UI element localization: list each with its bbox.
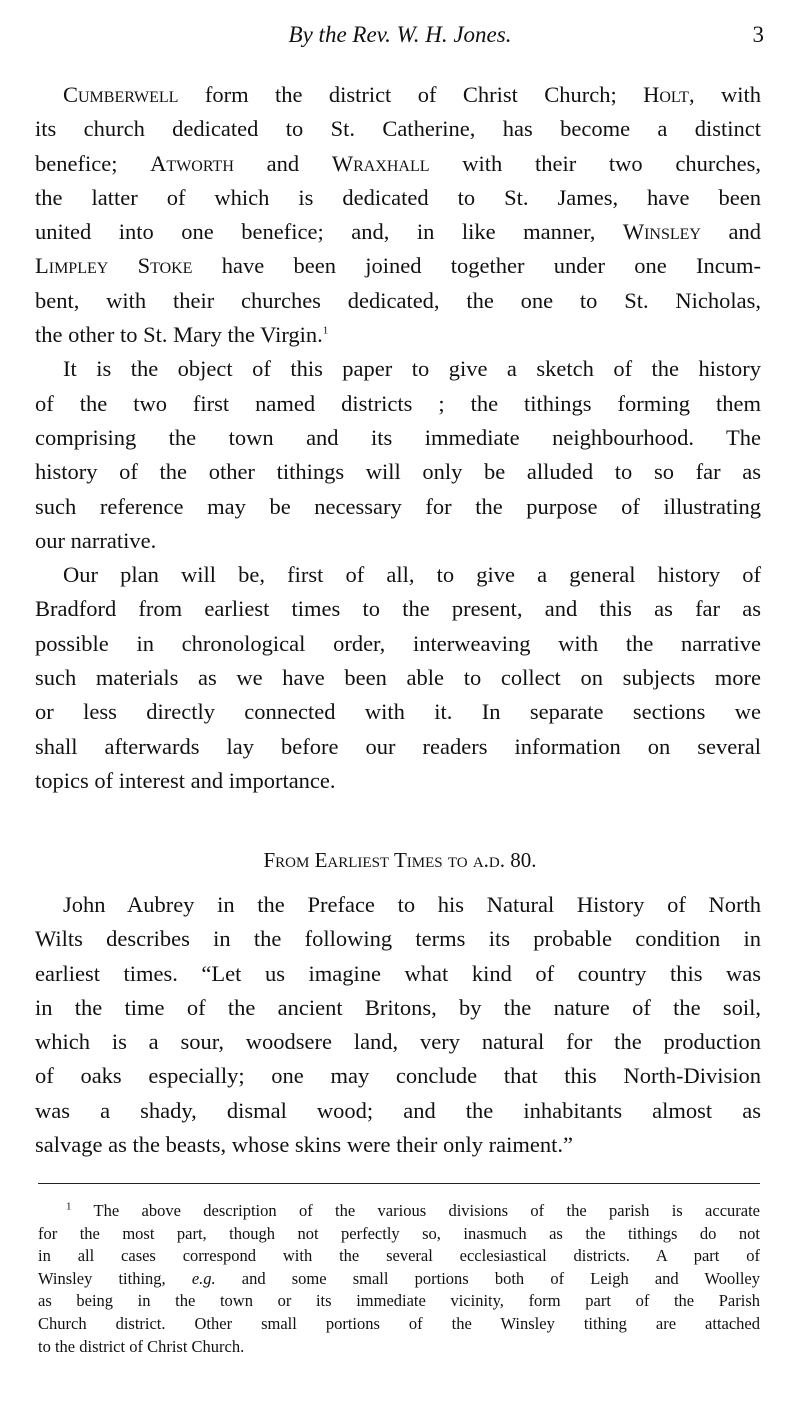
text-segment: salvage as the beasts, whose skins were their only raiment.” <box>35 1132 573 1158</box>
text-segment: such materials as we have been able to collect on subjects more <box>35 665 761 691</box>
text-line <box>35 421 761 455</box>
text-segment: e.g. <box>191 1268 216 1288</box>
text-line <box>35 592 761 626</box>
text-segment: Our plan will be, first of all, to give a general history of <box>63 562 761 588</box>
text-line <box>35 730 761 764</box>
paragraph <box>35 78 761 352</box>
text-segment: topics of interest and importance. <box>35 767 336 793</box>
text-line <box>38 1245 760 1268</box>
text-line <box>35 627 761 661</box>
text-line <box>38 1336 760 1359</box>
text-segment: to the district of Christ Church. <box>38 1336 245 1356</box>
text-line <box>35 455 761 489</box>
text-segment: Winsley tithing, <box>38 1268 192 1288</box>
text-segment: Limpley Stoke <box>35 253 193 279</box>
text-segment: possible in chronological order, interweaving with the narrative <box>35 630 761 656</box>
text-line <box>35 490 761 524</box>
text-segment: its church dedicated to St. Catherine, has become a distinct <box>35 116 761 142</box>
page-header <box>0 22 800 56</box>
text-segment: comprising the town and its immediate neighbourhood. The <box>35 424 761 450</box>
text-segment: benefice; <box>35 150 151 176</box>
text-line <box>35 1059 761 1093</box>
text-line <box>38 1200 760 1223</box>
footnote-marker: 1 <box>66 1200 72 1213</box>
text-segment: the other to St. Mary the Virgin. <box>35 322 323 348</box>
text-line <box>35 318 761 352</box>
text-line <box>35 661 761 695</box>
text-segment: form the district of Christ Church; <box>178 82 644 107</box>
text-line <box>35 957 761 991</box>
text-segment: as being in the town or its immediate vicinity, form part of the Parish <box>38 1291 760 1311</box>
text-segment: It is the object of this paper to give a sketch of the history <box>63 356 761 382</box>
footnote-marker: 1 <box>322 324 329 337</box>
text-line <box>35 558 761 592</box>
text-segment: shall afterwards lay before our readers information on several <box>35 733 761 759</box>
paragraph <box>35 888 761 1162</box>
section-heading: From Earliest Times to a.d. 80. <box>263 848 537 872</box>
text-segment: such reference may be necessary for the purpose of illustrating <box>35 493 761 519</box>
text-segment: Church district. Other small portions of the Winsley tithing are attached <box>38 1313 760 1333</box>
footnote <box>38 1200 760 1358</box>
text-segment: the latter of which is dedicated to St. James, have been <box>35 184 761 210</box>
text-line <box>35 181 761 215</box>
text-segment: history of the other tithings will only be alluded to so far as <box>35 459 761 485</box>
text-line <box>35 387 761 421</box>
text-segment: united into one benefice; and, in like manner, <box>35 219 623 245</box>
text-line <box>38 1313 760 1336</box>
text-line <box>35 249 761 283</box>
text-segment: with their two churches, <box>429 150 761 176</box>
text-segment: Wilts describes in the following terms its probable condition in <box>35 926 761 952</box>
text-segment: John Aubrey in the Preface to his Natural History of North <box>63 892 761 917</box>
text-segment: and <box>233 150 332 176</box>
text-segment: The above description of the various divisions of the parish is accurate <box>71 1201 760 1220</box>
text-line <box>35 112 761 146</box>
text-segment: our narrative. <box>35 527 157 553</box>
text-line <box>38 1290 760 1313</box>
text-line <box>35 78 761 112</box>
text-segment: Wraxhall <box>331 150 430 176</box>
text-segment: , with <box>688 82 761 107</box>
text-line <box>35 922 761 956</box>
text-line <box>35 764 761 798</box>
text-line <box>38 1268 760 1291</box>
text-segment: earliest times. “Let us imagine what kind of country this was <box>35 960 761 986</box>
text-segment: Winsley <box>622 219 701 245</box>
text-line <box>35 147 761 181</box>
text-segment: Holt <box>643 82 689 107</box>
text-segment: of the two first named districts ; the tithings forming them <box>35 390 761 416</box>
text-line <box>35 695 761 729</box>
footnote-divider <box>38 1183 760 1184</box>
text-segment: and <box>700 219 761 245</box>
paragraph <box>35 558 761 798</box>
text-line <box>35 215 761 249</box>
text-line <box>35 1094 761 1128</box>
text-line <box>35 1025 761 1059</box>
text-segment: bent, with their churches dedicated, the one to St. Nicholas, <box>35 287 761 313</box>
body-text-bottom <box>35 888 761 1162</box>
text-segment: Cumberwell <box>63 82 179 107</box>
text-segment: in the time of the ancient Britons, by the nature of the soil, <box>35 994 761 1020</box>
text-segment: have been joined together under one Incum- <box>192 253 762 279</box>
text-segment: Atworth <box>150 150 234 176</box>
text-line <box>35 284 761 318</box>
text-segment: which is a sour, woodsere land, very natural for the production <box>35 1029 761 1055</box>
text-line <box>38 1223 760 1246</box>
page-number: 3 <box>752 22 764 47</box>
text-segment: of oaks especially; one may conclude that this North-Division <box>35 1063 761 1089</box>
text-segment: in all cases correspond with the several ecclesiastical districts. A part of <box>38 1246 760 1266</box>
text-line <box>35 524 761 558</box>
text-segment: Bradford from earliest times to the present, and this as far as <box>35 596 761 622</box>
text-line <box>35 888 761 922</box>
text-segment: or less directly connected with it. In separate sections we <box>35 699 761 725</box>
text-line <box>35 1128 761 1162</box>
running-title: By the Rev. W. H. Jones. <box>288 22 512 47</box>
paragraph <box>35 352 761 558</box>
text-line <box>35 352 761 386</box>
text-segment: and some small portions both of Leigh and Woolley <box>215 1268 760 1288</box>
text-segment: for the most part, though not perfectly so, inasmuch as the tithings do not <box>38 1223 760 1243</box>
text-line <box>35 991 761 1025</box>
text-segment: was a shady, dismal wood; and the inhabitants almost as <box>35 1097 761 1123</box>
body-text-top <box>35 78 761 798</box>
